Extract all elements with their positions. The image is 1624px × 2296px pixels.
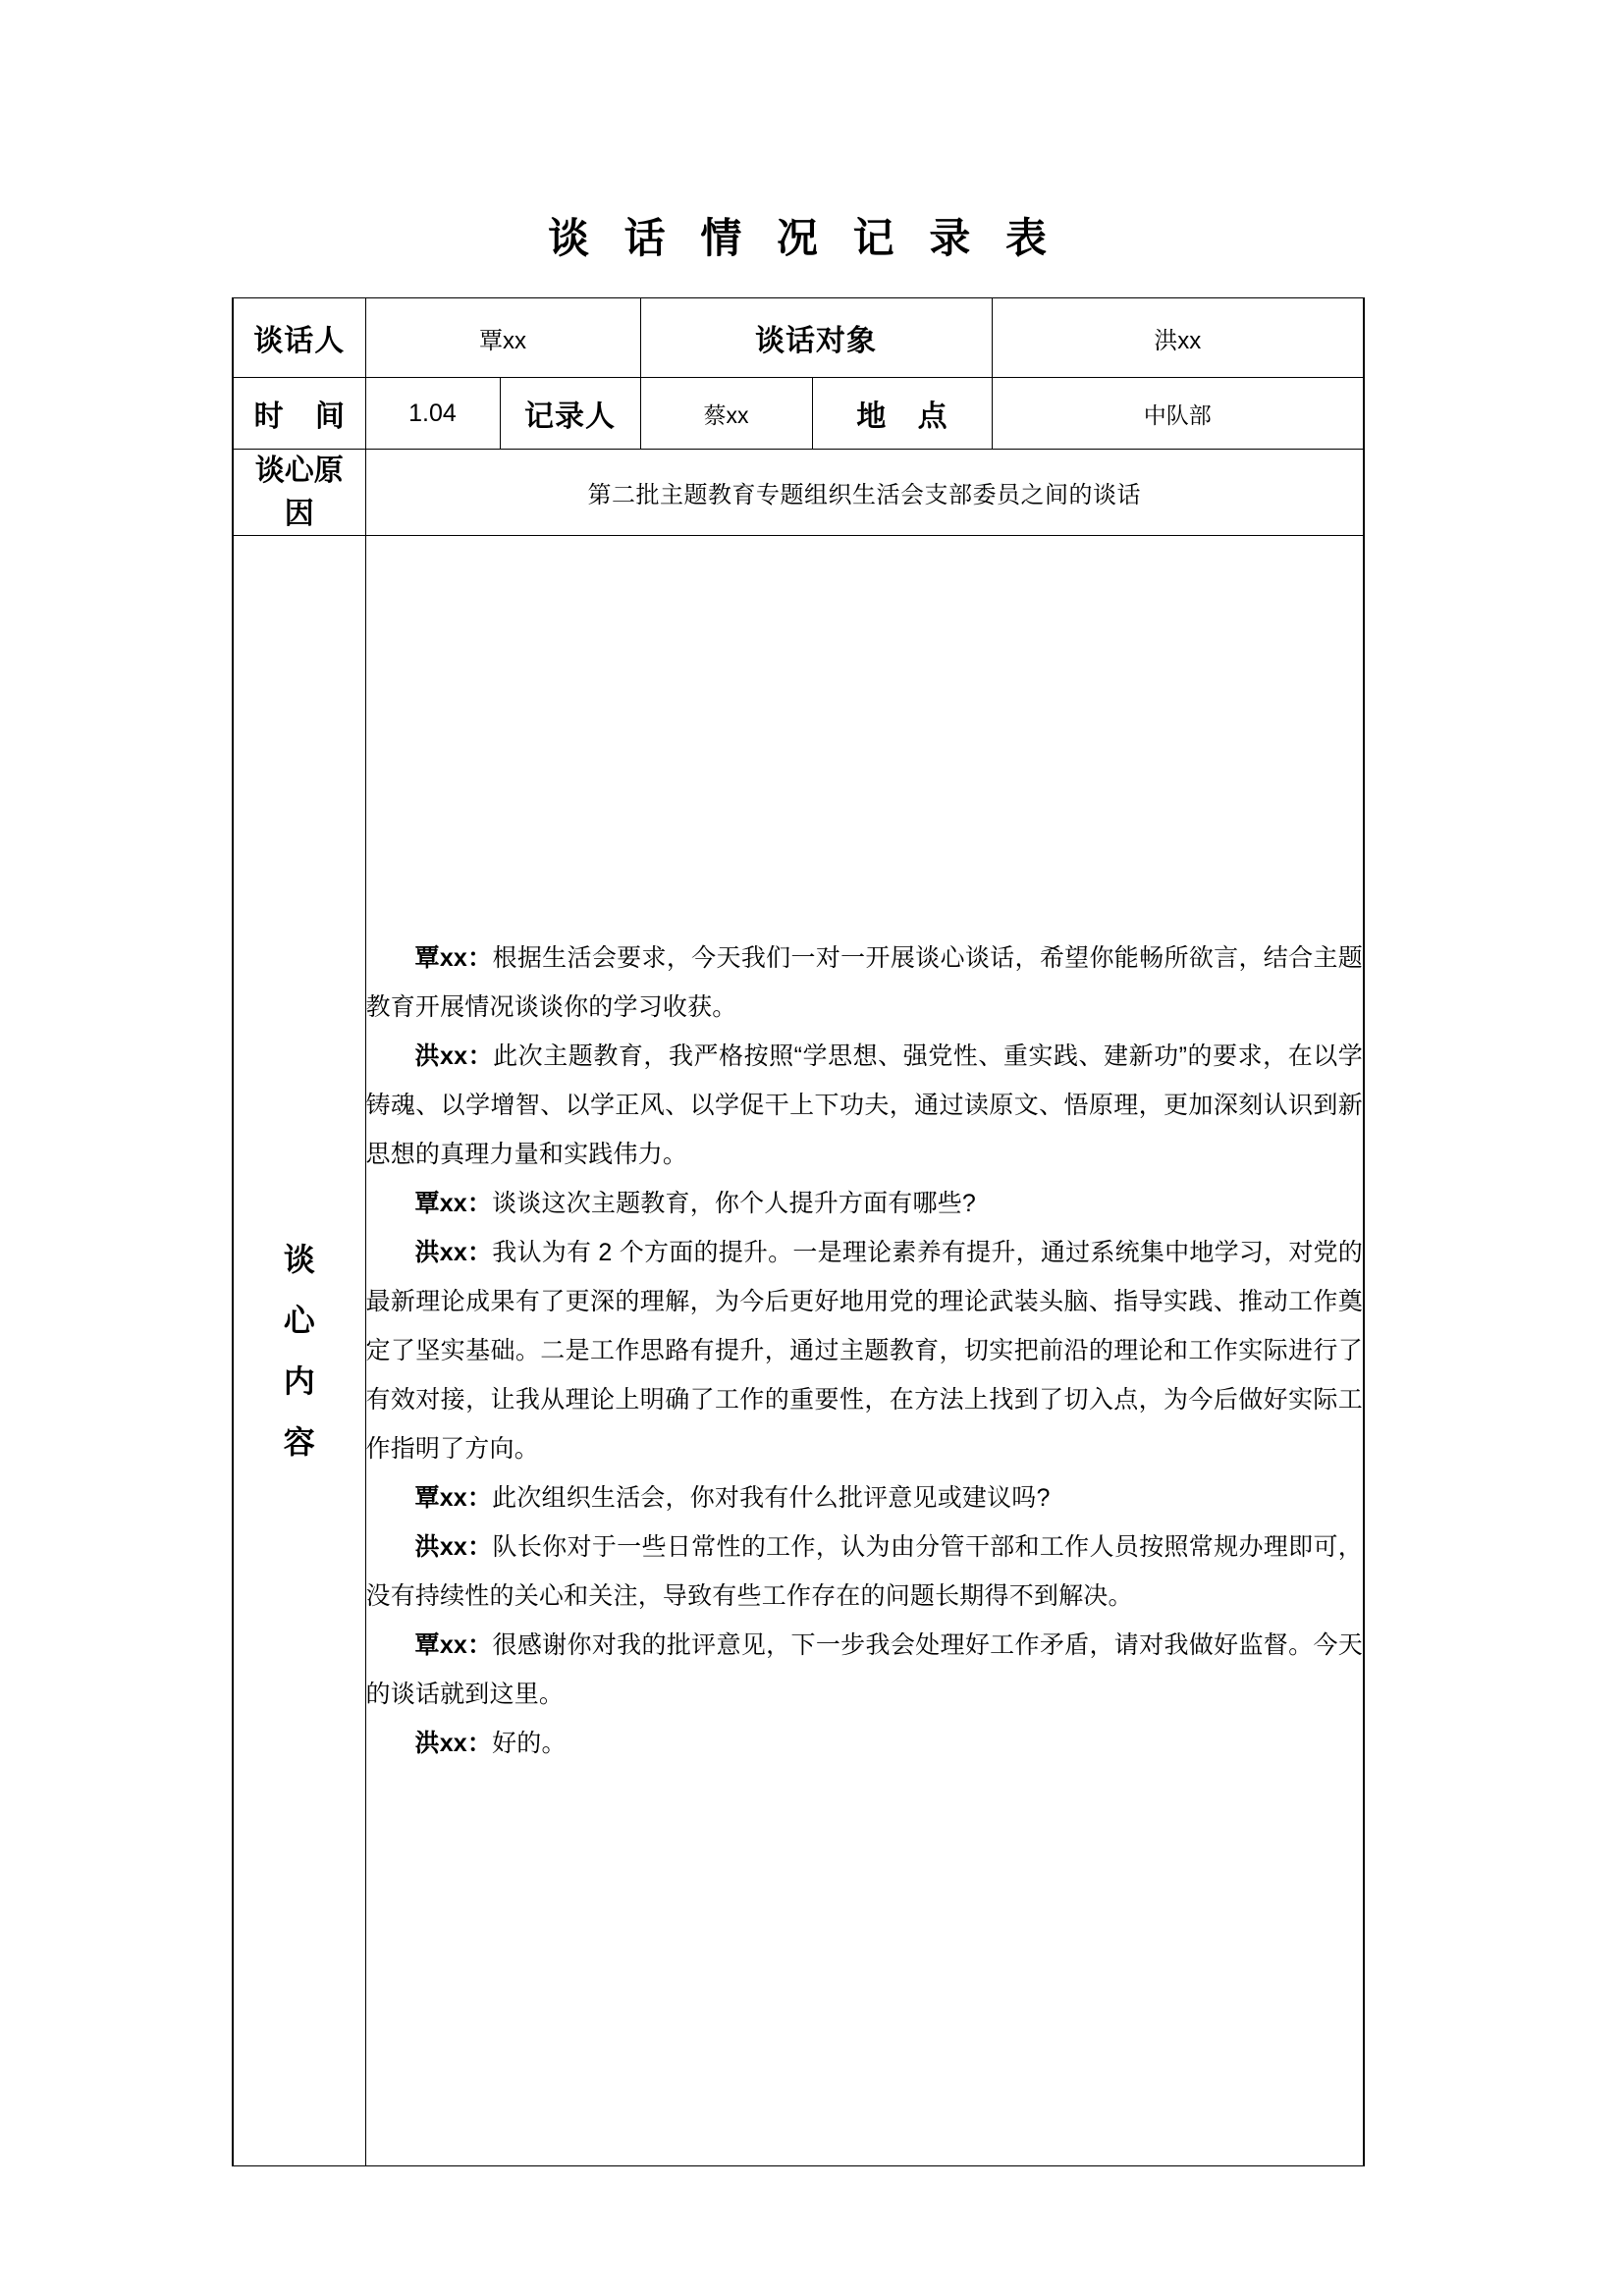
dialogue-paragraph (366, 1522, 1364, 1621)
table-row-reason (233, 450, 1364, 536)
content-body (365, 536, 1364, 2166)
label-content-char-1: 心 (283, 1303, 315, 1338)
dialogue-text: 根据生活会要求，今天我们一对一开展谈心谈话，希望你能畅所欲言，结合主题教育开展情况谈谈你的学习收获。 (365, 944, 1363, 1021)
dialogue-text: 我认为有 2 个方面的提升。一是理论素养有提升，通过系统集中地学习，对党的最新理论成果有了更深的理解，为今后更好地用党的理论武装头脑、指导实践、推动工作奠定了坚实基础。二是工作思路有提升，通过主题教育，切实把前沿的理论和工作实际进行了有效对接，让我从理论上明确了工作的重要性，在方法上找到了切入点，为今后做好实际工作指明了方向。 (365, 1239, 1364, 1463)
table-row-meta (233, 378, 1364, 450)
dialogue-text: 队长你对于一些日常性的工作，认为由分管干部和工作人员按照常规办理即可，没有持续性的关心和关注，导致有些工作存在的问题长期得不到解决。 (365, 1533, 1363, 1610)
value-reason: 第二批主题教育专题组织生活会支部委员之间的谈话 (365, 450, 1364, 536)
dialogue-paragraph (366, 1621, 1364, 1719)
dialogue-speaker: 覃xx： (414, 1631, 493, 1659)
label-content-char-2: 内 (283, 1363, 315, 1399)
label-time: 时 间 (233, 378, 365, 450)
dialogue-speaker: 洪xx： (414, 1533, 493, 1561)
label-speaker: 谈话人 (233, 298, 365, 378)
value-speaker: 覃xx (365, 298, 640, 378)
dialogue-text: 好的。 (492, 1730, 567, 1757)
dialogue-speaker: 覃xx： (414, 944, 493, 972)
dialogue-text: 此次主题教育，我严格按照“学思想、强党性、重实践、建新功”的要求，在以学铸魂、以学增智、以学正风、以学促干上下功夫，通过读原文、悟原理，更加深刻认识到新思想的真理力量和实践伟力。 (365, 1042, 1363, 1168)
dialogue-paragraph (366, 1228, 1364, 1473)
table-row-speaker (233, 298, 1364, 378)
dialogue-text: 很感谢你对我的批评意见，下一步我会处理好工作矛盾，请对我做好监督。今天的谈话就到这里。 (365, 1631, 1363, 1708)
label-content-char-3: 容 (283, 1424, 315, 1460)
dialogue-speaker: 覃xx： (414, 1484, 493, 1512)
value-talk-target: 洪xx (992, 298, 1364, 378)
label-reason-cell (233, 450, 365, 536)
label-recorder: 记录人 (500, 378, 640, 450)
label-place: 地 点 (812, 378, 992, 450)
table-row-content (233, 536, 1364, 2166)
dialogue-paragraph (366, 1179, 1364, 1228)
value-recorder: 蔡xx (640, 378, 812, 450)
page-title: 谈 话 情 况 记 录 表 (547, 215, 1058, 261)
label-content (234, 1244, 365, 1458)
dialogue-speaker: 洪xx： (414, 1239, 493, 1266)
dialogue-paragraph (366, 934, 1364, 1032)
dialogue-speaker: 洪xx： (414, 1042, 494, 1070)
value-place: 中队部 (992, 378, 1364, 450)
talk-record-table (232, 297, 1365, 2166)
label-reason-line2: 因 (284, 497, 314, 530)
dialogue-speaker: 覃xx： (414, 1190, 493, 1217)
label-talk-target: 谈话对象 (640, 298, 992, 378)
dialogue-text: 此次组织生活会，你对我有什么批评意见或建议吗? (492, 1484, 1051, 1512)
label-reason (234, 450, 365, 535)
dialogue-paragraph (366, 1473, 1364, 1522)
label-reason-line1: 谈心原 (254, 454, 344, 487)
label-content-cell (233, 536, 365, 2166)
dialogue-speaker: 洪xx： (414, 1730, 493, 1757)
dialogue-paragraph (366, 1719, 1364, 1768)
dialogue-paragraph (366, 1032, 1364, 1179)
label-content-char-0: 谈 (283, 1242, 315, 1277)
value-time: 1.04 (365, 378, 500, 450)
dialogue-text: 谈谈这次主题教育，你个人提升方面有哪些? (492, 1190, 977, 1217)
